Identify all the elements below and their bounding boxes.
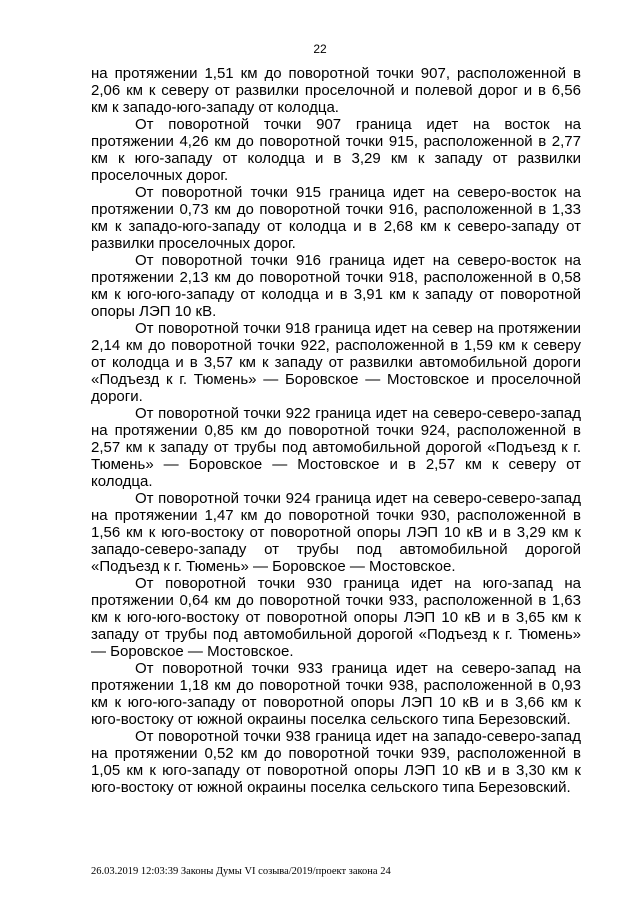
- paragraph-938-939: От поворотной точки 938 граница идет на западо-северо-запад на протяжении 0,52 км до поворотной точки 939, расположенной в 1,05 км к юго-западу от поворотной опоры ЛЭП 10 кВ и в 3,30 км к юго-востоку от южной окраины поселка сельского типа Березовский.: [91, 728, 581, 796]
- paragraph-915-916: От поворотной точки 915 граница идет на северо-восток на протяжении 0,73 км до поворотной точки 916, расположенной в 1,33 км к западо-юго-западу от колодца и в 2,68 км к северо-западу от развилки проселочных дорог.: [91, 184, 581, 252]
- paragraph-916-918: От поворотной точки 916 граница идет на северо-восток на протяжении 2,13 км до поворотной точки 918, расположенной в 0,58 км к юго-юго-западу от колодца и в 3,91 км к западу от поворотной опоры ЛЭП 10 кВ.: [91, 252, 581, 320]
- paragraph-924-930: От поворотной точки 924 граница идет на северо-северо-запад на протяжении 1,47 км до поворотной точки 930, расположенной в 1,56 км к юго-востоку от поворотной опоры ЛЭП 10 кВ и в 3,29 км к западо-северо-западу от трубы под автомобильной дорогой «Подъезд к г. Тюмень» — Боровское — Мостовское.: [91, 490, 581, 575]
- paragraph-907-915: От поворотной точки 907 граница идет на восток на протяжении 4,26 км до поворотной точки 915, расположенной в 2,77 км к юго-западу от колодца и в 3,29 км к западу от развилки проселочных дорог.: [91, 116, 581, 184]
- paragraph-933-938: От поворотной точки 933 граница идет на северо-запад на протяжении 1,18 км до поворотной точки 938, расположенной в 0,93 км к юго-юго-западу от поворотной опоры ЛЭП 10 кВ и в 3,66 км к юго-востоку от южной окраины поселка сельского типа Березовский.: [91, 660, 581, 728]
- paragraph-918-922: От поворотной точки 918 граница идет на север на протяжении 2,14 км до поворотной точки 922, расположенной в 1,59 км к северу от колодца и в 3,57 км к западу от развилки автомобильной дороги «Подъезд к г. Тюмень» — Боровское — Мостовское и проселочной дороги.: [91, 320, 581, 405]
- page-number: 22: [313, 42, 327, 56]
- paragraph-922-924: От поворотной точки 922 граница идет на северо-северо-запад на протяжении 0,85 км до поворотной точки 924, расположенной в 2,57 км к западу от трубы под автомобильной дорогой «Подъезд к г. Тюмень» — Боровское — Мостовское и в 2,57 км к северу от колодца.: [91, 405, 581, 490]
- document-body: [91, 65, 581, 796]
- paragraph-continuation: на протяжении 1,51 км до поворотной точки 907, расположенной в 2,06 км к северу от развилки проселочной и полевой дорог и в 6,56 км к западо-юго-западу от колодца.: [91, 65, 581, 116]
- paragraph-930-933: От поворотной точки 930 граница идет на юго-запад на протяжении 0,64 км до поворотной точки 933, расположенной в 1,63 км к юго-юго-востоку от поворотной опоры ЛЭП 10 кВ и в 3,65 км к западу от трубы под автомобильной дорогой «Подъезд к г. Тюмень» — Боровское — Мостовское.: [91, 575, 581, 660]
- document-footer: 26.03.2019 12:03:39 Законы Думы VI созыва/2019/проект закона 24: [91, 866, 391, 877]
